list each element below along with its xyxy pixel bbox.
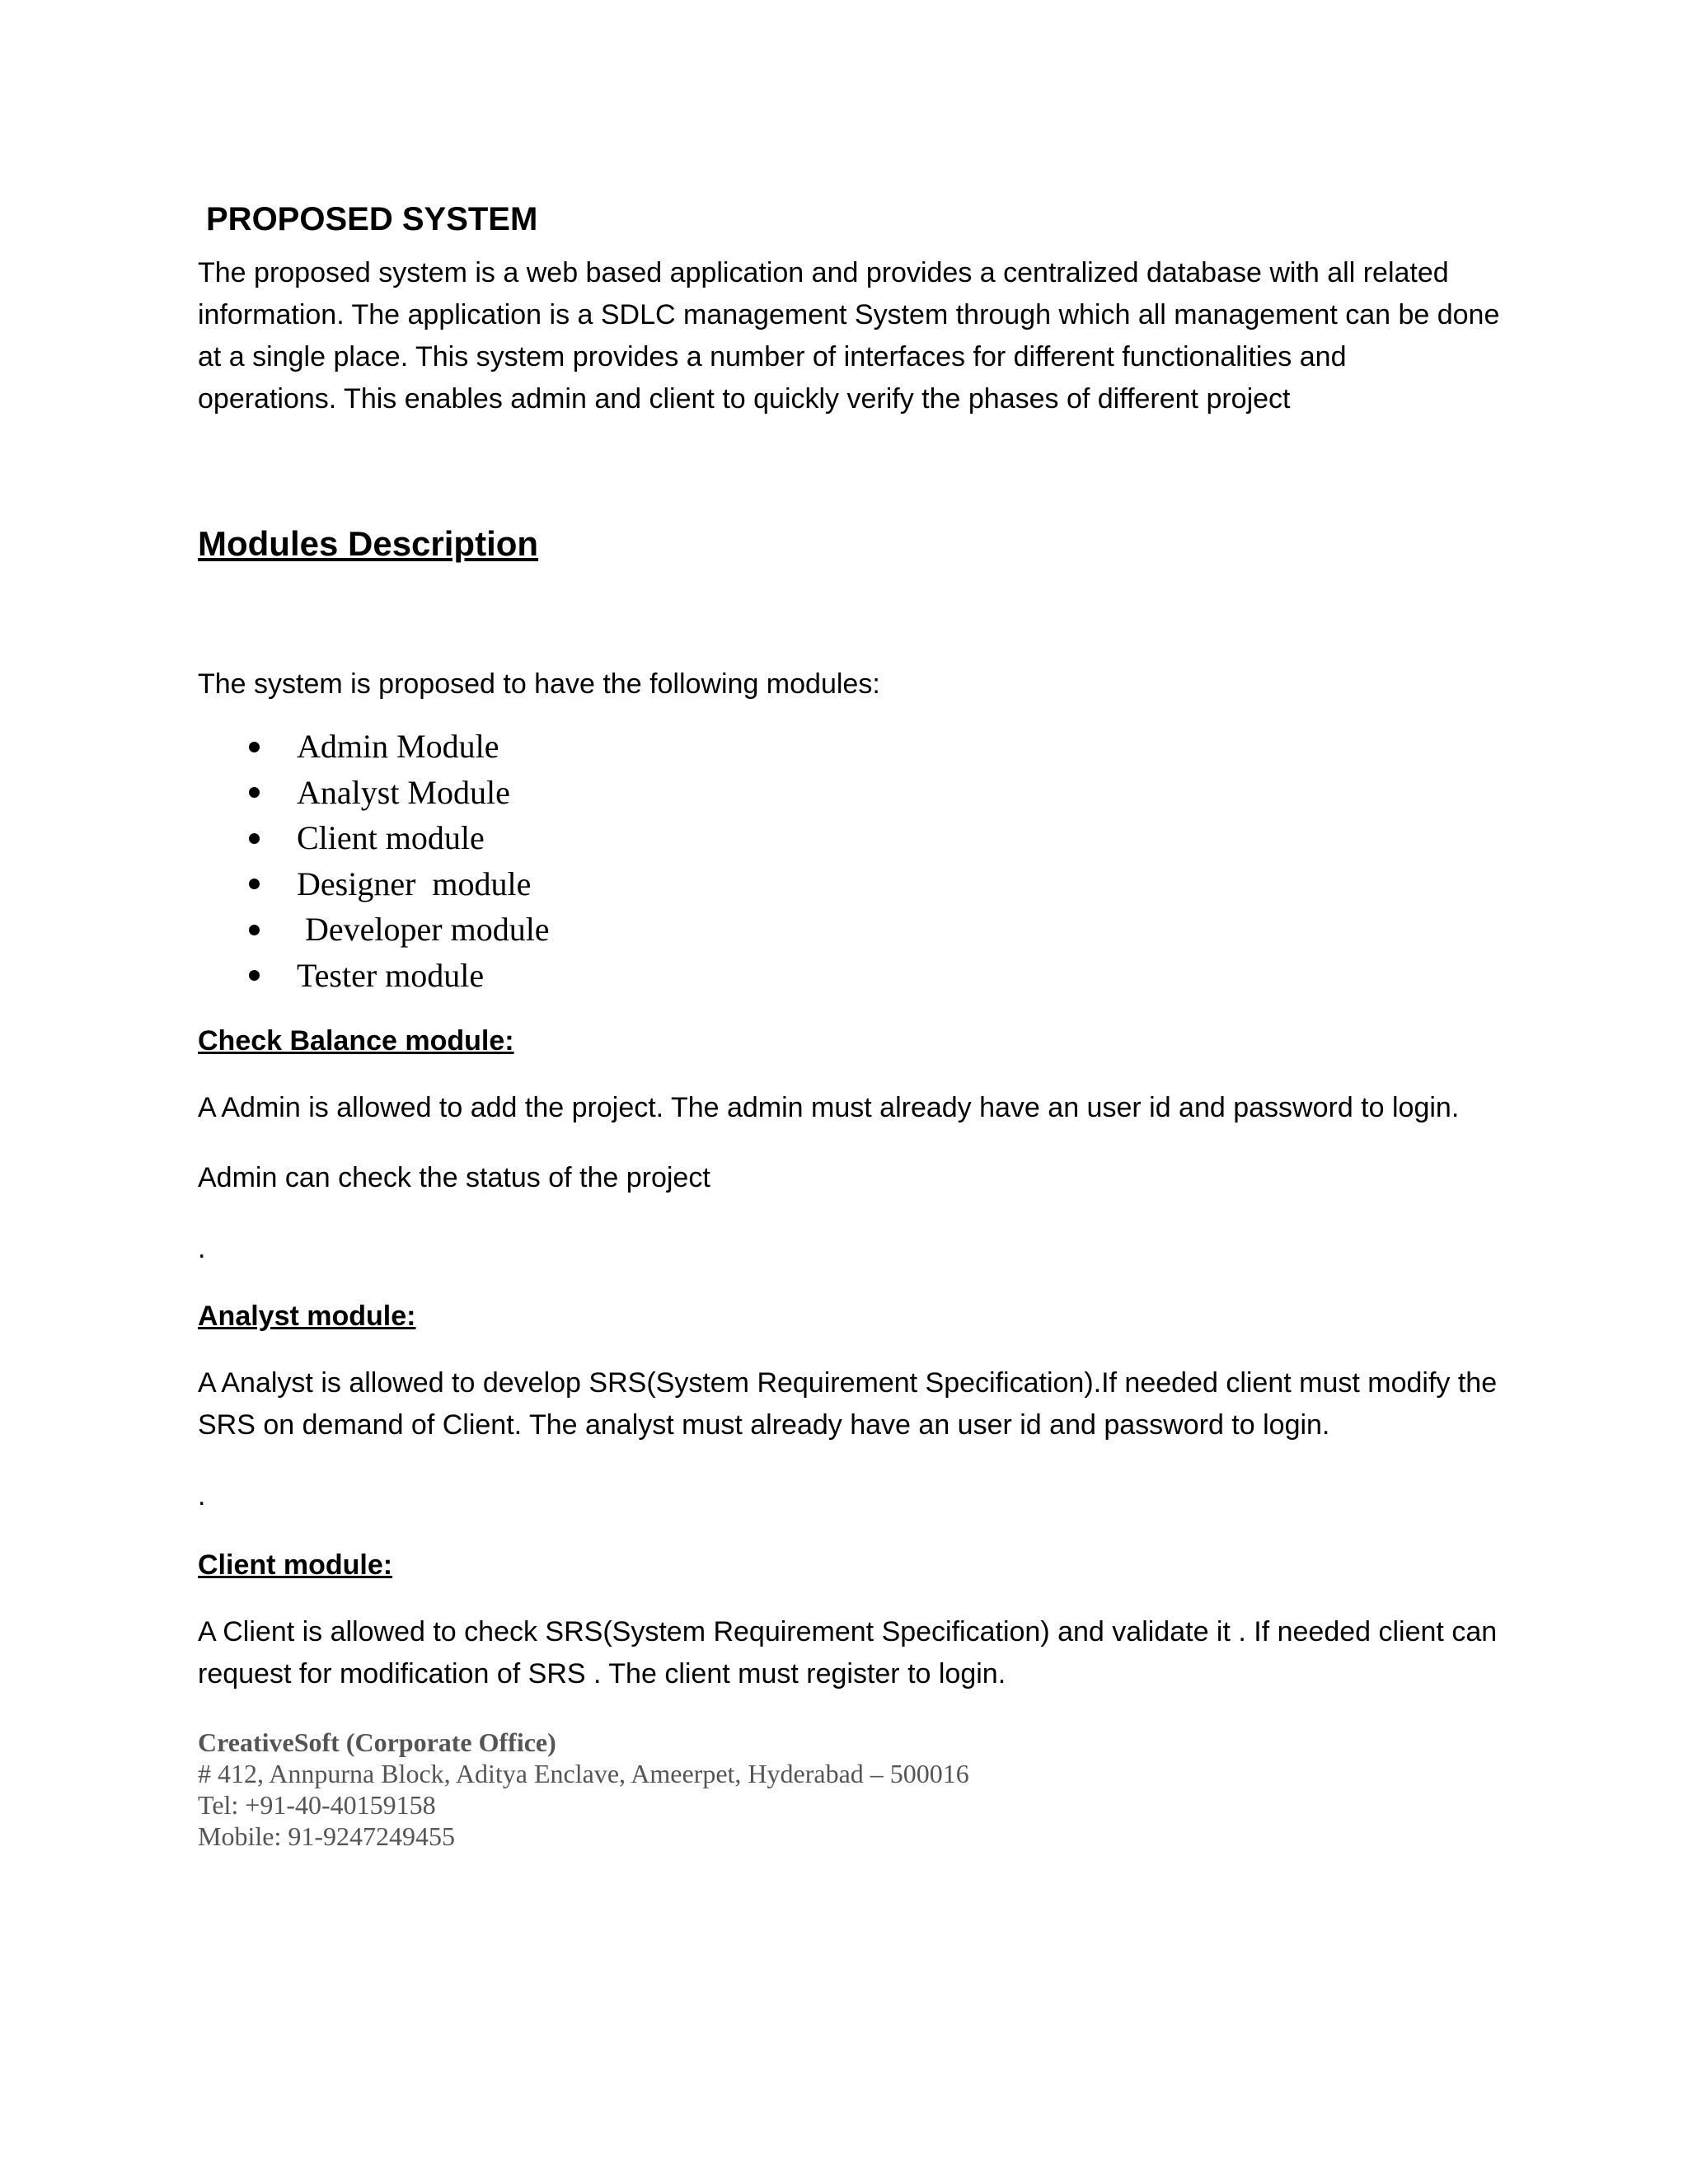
list-item xyxy=(198,770,1500,816)
bullet-icon xyxy=(249,742,260,752)
proposed-system-paragraph xyxy=(198,252,1500,420)
check-balance-text-2: Admin can check the status of the project xyxy=(198,1162,710,1193)
modules-intro: The system is proposed to have the following modules: xyxy=(198,668,880,700)
list-item xyxy=(198,953,1500,999)
bullet-icon xyxy=(249,879,260,889)
list-item xyxy=(198,724,1500,770)
check-balance-text-1: A Admin is allowed to add the project. The admin must already have an user id and password to login. xyxy=(198,1092,1460,1123)
footer-address: # 412, Annpurna Block, Aditya Enclave, Ameerpet, Hyderabad – 500016 xyxy=(198,1759,969,1788)
analyst-title: Analyst module: xyxy=(198,1301,416,1332)
client-text xyxy=(198,1611,1500,1695)
paragraph-line: operations. This enables admin and client to quickly verify the phases of different project xyxy=(198,383,1291,415)
module-label: Tester module xyxy=(297,956,485,994)
module-label: Developer module xyxy=(297,911,550,948)
modules-list xyxy=(198,724,1500,998)
proposed-system-title: PROPOSED SYSTEM xyxy=(206,201,538,237)
paragraph-line: The proposed system is a web based application and provides a centralized database with all related xyxy=(198,257,1449,288)
separator-dot: . xyxy=(198,1480,206,1511)
bullet-icon xyxy=(249,970,260,981)
module-label: Analyst Module xyxy=(297,773,510,811)
paragraph-line: A Analyst is allowed to develop SRS(System Requirement Specification).If needed client must modify the xyxy=(198,1367,1498,1399)
list-item xyxy=(198,815,1500,861)
client-title: Client module: xyxy=(198,1549,393,1581)
list-item xyxy=(198,907,1500,953)
footer-tel: Tel: +91-40-40159158 xyxy=(198,1790,436,1820)
module-label: Admin Module xyxy=(297,728,499,765)
modules-description-title: Modules Description xyxy=(198,524,539,563)
paragraph-line: A Client is allowed to check SRS(System Requirement Specification) and validate it . If needed client can xyxy=(198,1616,1498,1647)
paragraph-line: request for modification of SRS . The client must register to login. xyxy=(198,1658,1006,1690)
list-item xyxy=(198,861,1500,907)
bullet-icon xyxy=(249,833,260,844)
bullet-icon xyxy=(249,925,260,935)
footer-company: CreativeSoft (Corporate Office) xyxy=(198,1727,556,1757)
bullet-icon xyxy=(249,787,260,798)
module-label: Client module xyxy=(297,819,485,856)
paragraph-line: information. The application is a SDLC management System through which all management can be done xyxy=(198,299,1500,330)
footer-mobile: Mobile: 91-9247249455 xyxy=(198,1821,455,1851)
separator-dot: . xyxy=(198,1233,206,1264)
check-balance-title: Check Balance module: xyxy=(198,1025,514,1057)
analyst-text xyxy=(198,1362,1500,1446)
document-page xyxy=(198,198,1500,1852)
footer-contact xyxy=(198,1727,1500,1852)
module-label: Designer module xyxy=(297,865,532,902)
paragraph-line: at a single place. This system provides a number of interfaces for different functionalities and xyxy=(198,341,1347,373)
paragraph-line: SRS on demand of Client. The analyst must already have an user id and password to login. xyxy=(198,1409,1330,1441)
